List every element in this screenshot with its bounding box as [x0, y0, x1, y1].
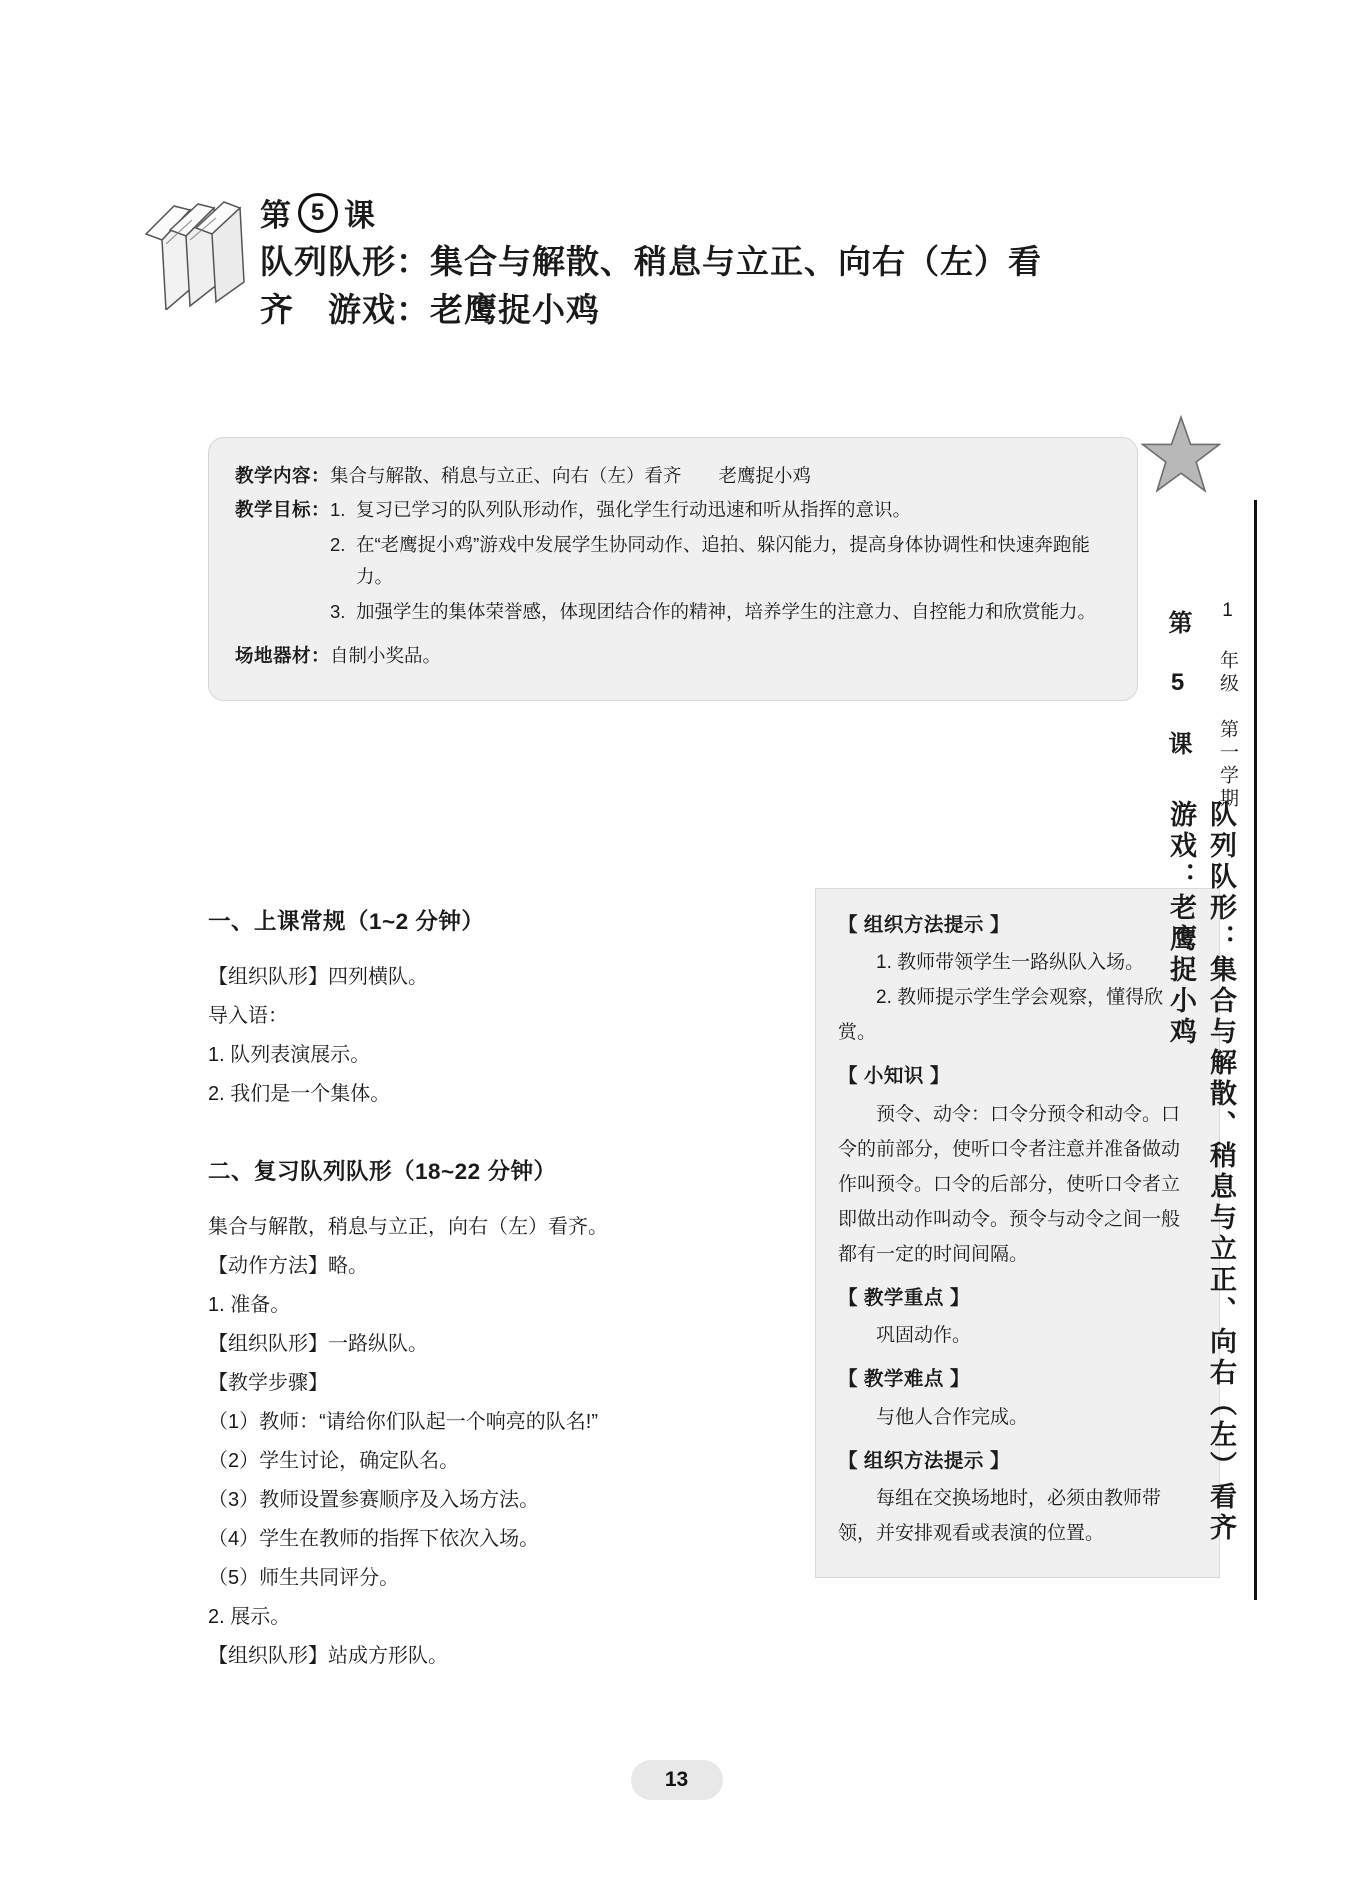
side-note-text: 与他人合作完成。 — [876, 1406, 1029, 1428]
lesson-prefix: 第 — [260, 198, 292, 233]
body-line: 【动作方法】略。 — [208, 1254, 368, 1277]
body-line: 【教学步骤】 — [208, 1371, 328, 1394]
page-title: 队列队形：集合与解散、稍息与立正、向右（左）看齐 游戏：老鹰捉小鸡 — [260, 243, 1042, 328]
side-note-title: 【 教学难点 】 — [838, 1368, 970, 1391]
side-note-title: 【 组织方法提示 】 — [838, 1449, 1010, 1472]
side-strip-title-1: 队列队形：集合与解散、稍息与立正、向右（左）看齐 — [1206, 800, 1236, 1544]
side-strip-grade: 1 年级 第一学期 — [1217, 600, 1238, 811]
section-heading-1: 一、上课常规（1~2 分钟） — [208, 909, 485, 934]
body-line: 【组织队形】站成方形队。 — [208, 1644, 448, 1667]
body-line: （1）教师：“请给你们队起一个响亮的队名!” — [208, 1410, 598, 1433]
teaching-goal-list — [330, 494, 1111, 630]
side-note-text: 预令、动令：口令分预令和动令。口令的前部分，使听口令者注意并准备做动作叫预令。口令的后部分，使听口令者立即做出动作叫动令。预令与动令之间一般都有一定的时间间隔。 — [838, 1103, 1181, 1266]
body-line: 【组织队形】四列横队。 — [208, 965, 428, 988]
body-line: 1. 队列表演展示。 — [208, 1043, 371, 1066]
body-line: （4）学生在教师的指挥下依次入场。 — [208, 1527, 540, 1550]
body-line: 【组织队形】一路纵队。 — [208, 1332, 428, 1355]
goal-text: 复习已学习的队列队形动作，强化学生行动迅速和听从指挥的意识。 — [356, 499, 912, 521]
lesson-suffix: 课 — [344, 198, 376, 233]
body-line: 1. 准备。 — [208, 1293, 291, 1316]
main-content-column — [208, 900, 768, 1676]
body-line: 2. 展示。 — [208, 1605, 291, 1628]
page-side-strip — [1137, 500, 1257, 1610]
side-note-title: 【 小知识 】 — [838, 1065, 950, 1088]
body-line: 集合与解散，稍息与立正，向右（左）看齐。 — [208, 1215, 608, 1238]
teaching-content-row — [235, 460, 1111, 492]
list-item — [330, 596, 1111, 628]
side-note-text: 每组在交换场地时，必须由教师带领，并安排观看或表演的位置。 — [838, 1487, 1162, 1544]
equipment-label: 场地器材： — [235, 644, 331, 666]
goal-text: 在“老鹰捉小鸡”游戏中发展学生协同动作、追拍、躲闪能力，提高身体协调性和快速奔跑能力。 — [356, 533, 1090, 588]
list-item — [330, 529, 1111, 594]
list-item — [330, 494, 1111, 526]
side-strip-lesson: 第 5 课 — [1164, 610, 1191, 759]
lesson-badge — [260, 190, 376, 235]
page-number: 13 — [631, 1760, 723, 1800]
side-strip-title-2: 游戏：老鹰捉小鸡 — [1166, 800, 1196, 1048]
body-line: 导入语： — [208, 1004, 288, 1027]
side-note-text: 2. 教师提示学生学会观察，懂得欣赏。 — [838, 987, 1164, 1044]
body-line: 2. 我们是一个集体。 — [208, 1082, 391, 1105]
stacked-books-icon — [140, 200, 255, 310]
body-line: （5）师生共同评分。 — [208, 1566, 400, 1589]
side-note-title: 【 教学重点 】 — [838, 1287, 970, 1310]
goal-number: 3. — [330, 600, 346, 622]
side-note-title: 【 组织方法提示 】 — [838, 914, 1010, 936]
side-strip-rule — [1254, 500, 1257, 1600]
section-heading-2: 二、复习队列队形（18~22 分钟） — [208, 1158, 557, 1184]
star-icon — [1141, 415, 1221, 493]
equipment-row — [235, 640, 1111, 672]
goal-text: 加强学生的集体荣誉感，体现团结合作的精神，培养学生的注意力、自控能力和欣赏能力。 — [356, 600, 1097, 622]
equipment-value: 自制小奖品。 — [330, 644, 442, 666]
goal-number: 2. — [330, 533, 346, 555]
lesson-info-box — [208, 437, 1138, 701]
teaching-goal-label: 教学目标： — [235, 499, 331, 521]
goal-number: 1. — [330, 499, 346, 521]
side-note-text: 1. 教师带领学生一路纵队入场。 — [876, 952, 1145, 974]
teaching-goal-row — [235, 494, 1111, 630]
side-note-text: 巩固动作。 — [876, 1325, 972, 1347]
body-line: （3）教师设置参赛顺序及入场方法。 — [208, 1488, 540, 1511]
body-line: （2）学生讨论，确定队名。 — [208, 1449, 460, 1472]
lesson-number: 5 — [298, 193, 338, 233]
teaching-content-value: 集合与解散、稍息与立正、向右（左）看齐 老鹰捉小鸡 — [330, 465, 812, 486]
teaching-content-label: 教学内容： — [235, 465, 331, 486]
